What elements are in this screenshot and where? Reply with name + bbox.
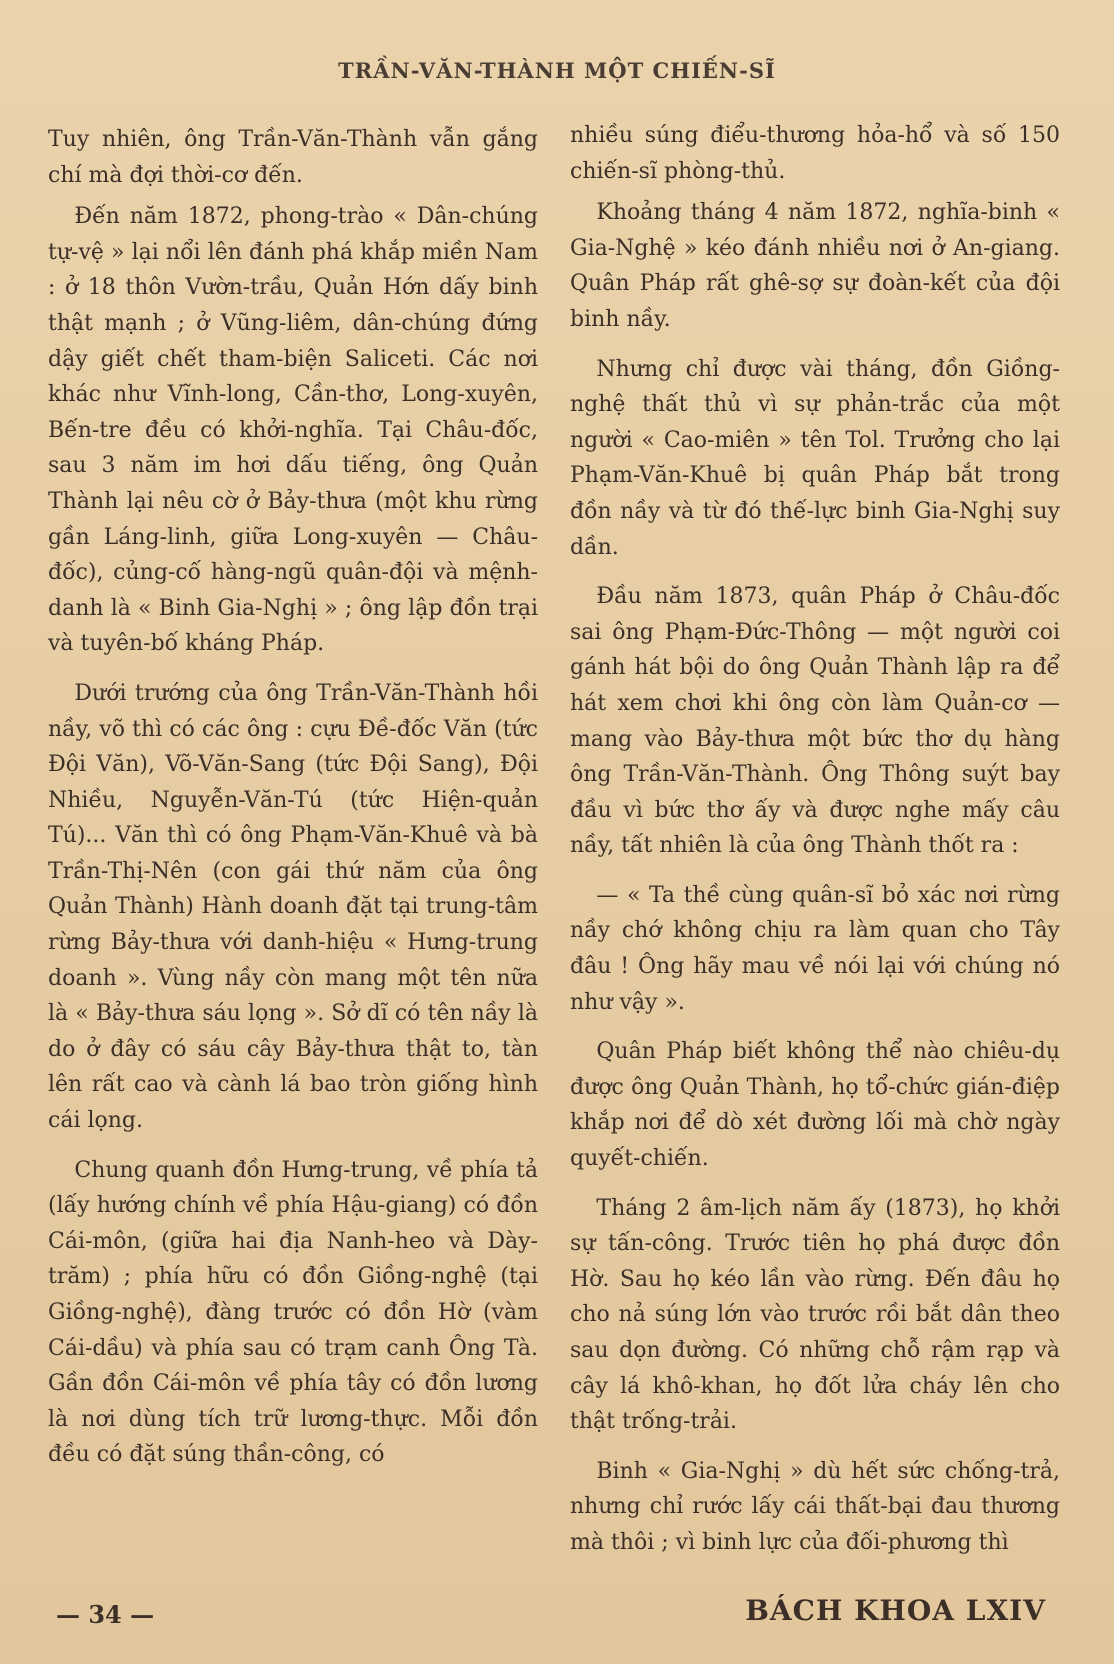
paragraph: — « Ta thề cùng quân-sĩ bỏ xác nơi rừng nầy chớ không chịu ra làm quan cho Tây đâu ! Ông hãy mau về nói lại với chúng nó như vậy ».	[570, 882, 1060, 1015]
paragraph: Binh « Gia-Nghị » dù hết sức chống-trả, nhưng chỉ rước lấy cái thất-bại đau thương mà thôi ; vì binh lực của đối-phương thì	[570, 1458, 1060, 1555]
left-column	[48, 122, 538, 1487]
right-column	[570, 118, 1060, 1575]
page-number: — 34 —	[56, 1600, 155, 1629]
paragraph: Đầu năm 1873, quân Pháp ở Châu-đốc sai ông Phạm-Đức-Thông — một người coi gánh hát bội do ông Quản Thành lập ra để hát xem chơi khi ông còn làm Quản-cơ — mang vào Bảy-thưa một bức thơ dụ hàng ông Trần-Văn-Thành. Ông Thông suýt bay đầu vì bức thơ ấy và được nghe mấy câu nầy, tất nhiên là của ông Thành thốt ra :	[570, 584, 1060, 859]
paragraph: Tháng 2 âm-lịch năm ấy (1873), họ khởi sự tấn-công. Trước tiên họ phá được đồn Hờ. Sau họ kéo lần vào rừng. Đến đâu họ cho nả súng lớn vào trước rồi bắt dân theo sau dọn đường. Có những chỗ rậm rạp và cây lá khô-khan, họ đốt lửa cháy lên cho thật trống-trải.	[570, 1195, 1060, 1435]
paragraph: Đến năm 1872, phong-trào « Dân-chúng tự-vệ » lại nổi lên đánh phá khắp miền Nam : ở 18 thôn Vườn-trầu, Quản Hớn dấy binh thật mạnh ; ở Vũng-liêm, dân-chúng đứng dậy giết chết tham-biện Saliceti. Các nơi khác như Vĩnh-long, Cần-thơ, Long-xuyên, Bến-tre đều có khởi-nghĩa. Tại Châu-đốc, sau 3 năm im hơi dấu tiếng, ông Quản Thành lại nêu cờ ở Bảy-thưa (một khu rừng gần Láng-linh, giữa Long-xuyên — Châu-đốc), củng-cố hàng-ngũ quân-đội và mệnh-danh là « Binh Gia-Nghị » ; ông lập đồn trại và tuyên-bố kháng Pháp.	[48, 204, 538, 657]
paragraph: nhiều súng điểu-thương hỏa-hổ và số 150 chiến-sĩ phòng-thủ.	[570, 123, 1060, 184]
running-head: TRẦN-VĂN-THÀNH MỘT CHIẾN-SĨ	[338, 58, 776, 83]
paragraph: Chung quanh đồn Hưng-trung, về phía tả (lấy hướng chính về phía Hậu-giang) có đồn Cái-môn, (giữa hai địa Nanh-heo và Dày-trăm) ; phía hữu có đồn Giồng-nghệ (tại Giồng-nghệ), đàng trước có đồn Hờ (vàm Cái-dầu) và phía sau có trạm canh Ông Tà. Gần đồn Cái-môn về phía tây có đồn lương là nơi dùng tích trữ lương-thực. Mỗi đồn đều có đặt súng thần-công, có	[48, 1157, 538, 1468]
paragraph: Dưới trướng của ông Trần-Văn-Thành hồi nầy, võ thì có các ông : cựu Đề-đốc Văn (tức Đội Văn), Võ-Văn-Sang (tức Đội Sang), Đội Nhiều, Nguyễn-Văn-Tú (tức Hiện-quản Tú)... Văn thì có ông Phạm-Văn-Khuê và bà Trần-Thị-Nên (con gái thứ năm của ông Quản Thành) Hành doanh đặt tại trung-tâm rừng Bảy-thưa với danh-hiệu « Hưng-trung doanh ». Vùng nầy còn mang một tên nữa là « Bảy-thưa sáu lọng ». Sở dĩ có tên nầy là do ở đây có sáu cây Bảy-thưa thật to, tàn lên rất cao và cành lá bao tròn giống hình cái lọng.	[48, 680, 538, 1134]
paragraph: Tuy nhiên, ông Trần-Văn-Thành vẫn gắng chí mà đợi thời-cơ đến.	[48, 127, 538, 188]
magazine-name: BÁCH KHOA LXIV	[745, 1594, 1046, 1627]
paragraph: Khoảng tháng 4 năm 1872, nghĩa-binh « Gia-Nghệ » kéo đánh nhiều nơi ở An-giang. Quân Pháp rất ghê-sợ sự đoàn-kết của đội binh nầy.	[570, 200, 1060, 332]
paragraph: Quân Pháp biết không thể nào chiêu-dụ được ông Quản Thành, họ tổ-chức gián-điệp khắp nơi để dò xét đường lối mà chờ ngày quyết-chiến.	[570, 1039, 1060, 1172]
paragraph: Nhưng chỉ được vài tháng, đồn Giồng-nghệ thất thủ vì sự phản-trắc của một người « Cao-miên » tên Tol. Trưởng cho lại Phạm-Văn-Khuê bị quân Pháp bắt trong đồn nầy và từ đó thế-lực binh Gia-Nghị suy dần.	[570, 356, 1060, 560]
